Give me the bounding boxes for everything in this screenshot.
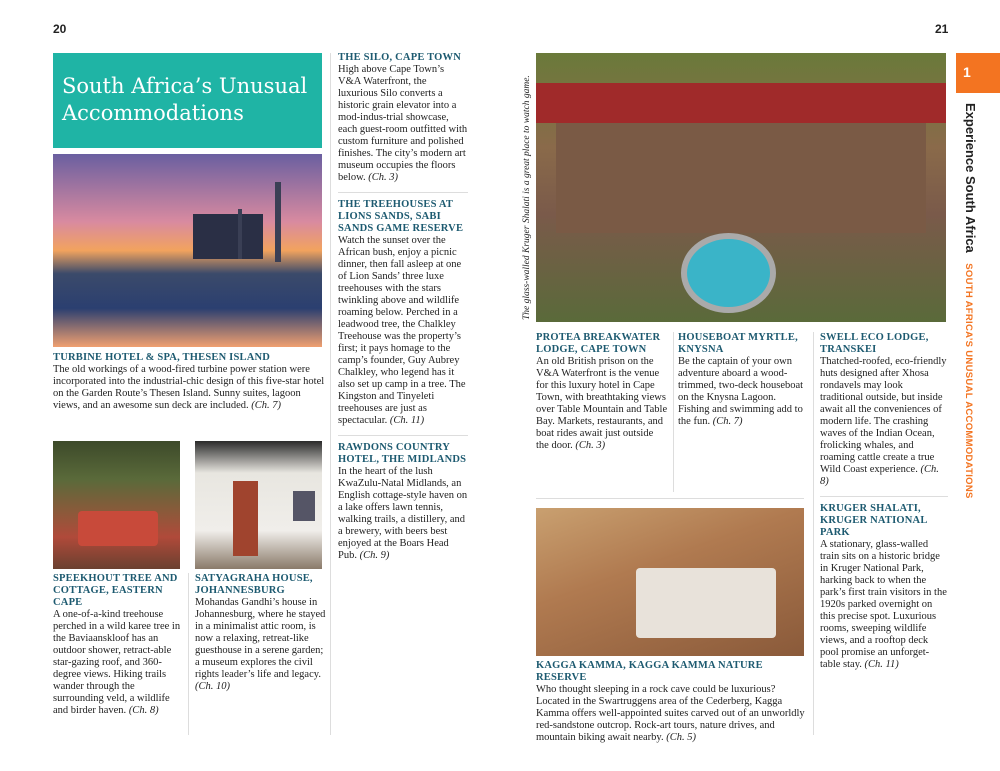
chapter-ref: (Ch. 8) xyxy=(128,705,159,716)
chapter-ref: (Ch. 5) xyxy=(666,732,696,743)
entry-title: PROTEA BREAKWATER LODGE, CAPE TOWN xyxy=(536,332,661,355)
entry-turbine-hotel xyxy=(53,352,325,412)
entry-title: KAGGA KAMMA, KAGGA KAMMA NATURE RESERVE xyxy=(536,660,763,683)
entry-speekhout xyxy=(53,573,183,717)
entry-title: RAWDONS COUNTRY HOTEL, THE MIDLANDS xyxy=(338,442,467,465)
divider xyxy=(536,498,804,499)
photo-speekhout xyxy=(53,441,180,569)
entry-kruger-shalati xyxy=(820,503,948,671)
chapter-ref: (Ch. 11) xyxy=(864,659,899,670)
chapter-ref: (Ch. 9) xyxy=(359,550,390,561)
entry-body: The old workings of a wood-fired turbine power station were incorporated into the industrial-chic design of this five-star hotel on the Garden Route’s Thesen Island. Sunny suites, lagoon views, and an awesome sun deck are included. xyxy=(53,364,325,411)
entry-lion-sands xyxy=(338,199,468,427)
chapter-ref: (Ch. 3) xyxy=(368,172,398,183)
divider xyxy=(338,192,468,193)
page-title: South Africa’s Unusual Accommodations xyxy=(62,74,308,125)
entry-body: In the heart of the lush KwaZulu-Natal Midlands, an English cottage-style haven on a lake offers lawn tennis, walking trails, a distillery, and a brewery, with beers best enjoyed at the Boars Head Pub. xyxy=(338,466,468,561)
chapter-ref: (Ch. 8) xyxy=(820,464,939,487)
chapter-ref: (Ch. 3) xyxy=(575,440,606,451)
entry-title: THE SILO, CAPE TOWN xyxy=(338,52,462,63)
chapter-ref: (Ch. 7) xyxy=(712,416,743,427)
entry-body: A stationary, glass-walled train sits on a historic bridge in Kruger National Park, harking back to when the park’s first train visitors in the 1920s parked overnight on this precise spot. Luxurious rooms, sweeping wildlife views, and a rooftop deck pool promise an unforget-table stay. xyxy=(820,539,947,670)
entry-title: HOUSEBOAT MYRTLE, KNYSNA xyxy=(678,332,798,355)
entry-body: Watch the sunset over the African bush, enjoy a picnic dinner, then fall asleep at one of Lion Sands’ three luxe treehouses with the stars twinkling above and wildlife roaming below. Perched in a leadwood tree, the Chalkley Treehouse was the property’s first; it pays homage to the camp’s founder, Guy Aubrey Chalkley, who legend has it also set up camp in a tree. The Kingston and Tinyeleti treehouses are just as spectacular. xyxy=(338,235,466,426)
entry-body: Be the captain of your own adventure aboard a wood-trimmed, two-deck houseboat on the Knysna Lagoon. Fishing and swimming add to the fun. xyxy=(678,356,804,427)
title-box xyxy=(53,53,322,148)
divider xyxy=(673,332,674,492)
section-name: SOUTH AFRICA’S UNUSUAL ACCOMMODATIONS xyxy=(963,263,974,499)
entry-kagga-kamma xyxy=(536,660,808,744)
entry-title: SPEEKHOUT TREE AND COTTAGE, EASTERN CAPE xyxy=(53,573,178,608)
entry-body: High above Cape Town’s V&A Waterfront, the luxurious Silo converts a historic grain elevator into a mod-indus-trial showcase, each guest-room outfitted with custom furniture and polished finishes. The city’s modern art museum occupies the floors below. xyxy=(338,64,468,183)
chapter-number: 1 xyxy=(963,64,971,80)
chapter-ref: (Ch. 11) xyxy=(389,415,425,426)
entry-swell xyxy=(820,332,948,488)
entry-rawdons xyxy=(338,442,468,562)
entry-satyagraha xyxy=(195,573,327,693)
chapter-ref: (Ch. 7) xyxy=(251,400,282,411)
photo-kagga-kamma xyxy=(536,508,804,656)
photo-satyagraha xyxy=(195,441,322,569)
page-number-left: 20 xyxy=(53,22,67,36)
entry-silo xyxy=(338,52,468,184)
column-right-3 xyxy=(820,332,948,671)
running-head xyxy=(960,103,978,499)
divider xyxy=(188,573,189,735)
entry-body: A one-of-a-kind treehouse perched in a wild karee tree in the Baviaanskloof has an outdoor shower, retract-able star-gazing roof, and 360-degree views. Hiking trails wander through the surrounding veld, a wildlife and birder haven. xyxy=(53,609,181,716)
entry-houseboat xyxy=(678,332,806,428)
entry-protea xyxy=(536,332,668,452)
photo-kruger-shalati xyxy=(536,53,946,322)
entry-title: THE TREEHOUSES AT LIONS SANDS, SABI SANDS GAME RESERVE xyxy=(338,199,464,234)
divider xyxy=(330,53,331,735)
entry-title: TURBINE HOTEL & SPA, THESEN ISLAND xyxy=(53,352,271,363)
page-number-right: 21 xyxy=(935,22,949,36)
entry-title: SATYAGRAHA HOUSE, JOHANNESBURG xyxy=(195,573,313,596)
entry-body: An old British prison on the V&A Waterfront is the venue for this luxury hotel in Cape Town, with breathtaking views over Table Mountain and Table Bay. Markets, restaurants, and boat rides await just outside the door. xyxy=(536,356,668,451)
chapter-name: Experience South Africa xyxy=(963,103,978,253)
entry-body: Thatched-roofed, eco-friendly huts designed after Xhosa rondavels may look traditional outside, but inside await all the conveniences of modern life. The crashing waves of the Indian Ocean, frolicking whales, and roaming cattle create a true Wild Coast experience. xyxy=(820,356,947,475)
divider xyxy=(338,435,468,436)
chapter-ref: (Ch. 10) xyxy=(195,681,230,692)
column-left-2 xyxy=(338,52,468,562)
photo-turbine-hotel xyxy=(53,154,322,347)
entry-body: Who thought sleeping in a rock cave could be luxurious? Located in the Swartruggens area of the Cederberg, Kagga Kamma offers well-appointed suites carved out of an unworldly red-sandstone outcrop. Rock-art tours, nature drives, and mountain biking await nearby. xyxy=(536,684,805,743)
photo-caption: The glass-walled Kruger Shalati is a great place to watch game. xyxy=(522,75,532,320)
chapter-tab xyxy=(956,53,1000,93)
divider xyxy=(813,332,814,735)
divider xyxy=(820,496,948,497)
entry-title: SWELL ECO LODGE, TRANSKEI xyxy=(820,332,929,355)
entry-title: KRUGER SHALATI, KRUGER NATIONAL PARK xyxy=(820,503,927,538)
entry-body: Mohandas Gandhi’s house in Johannesburg, where he stayed in a minimalist attic room, is now a relaxing, retreat-like guesthouse in a serene garden; a museum explores the civil rights leader’s life and legacy. xyxy=(195,597,326,680)
